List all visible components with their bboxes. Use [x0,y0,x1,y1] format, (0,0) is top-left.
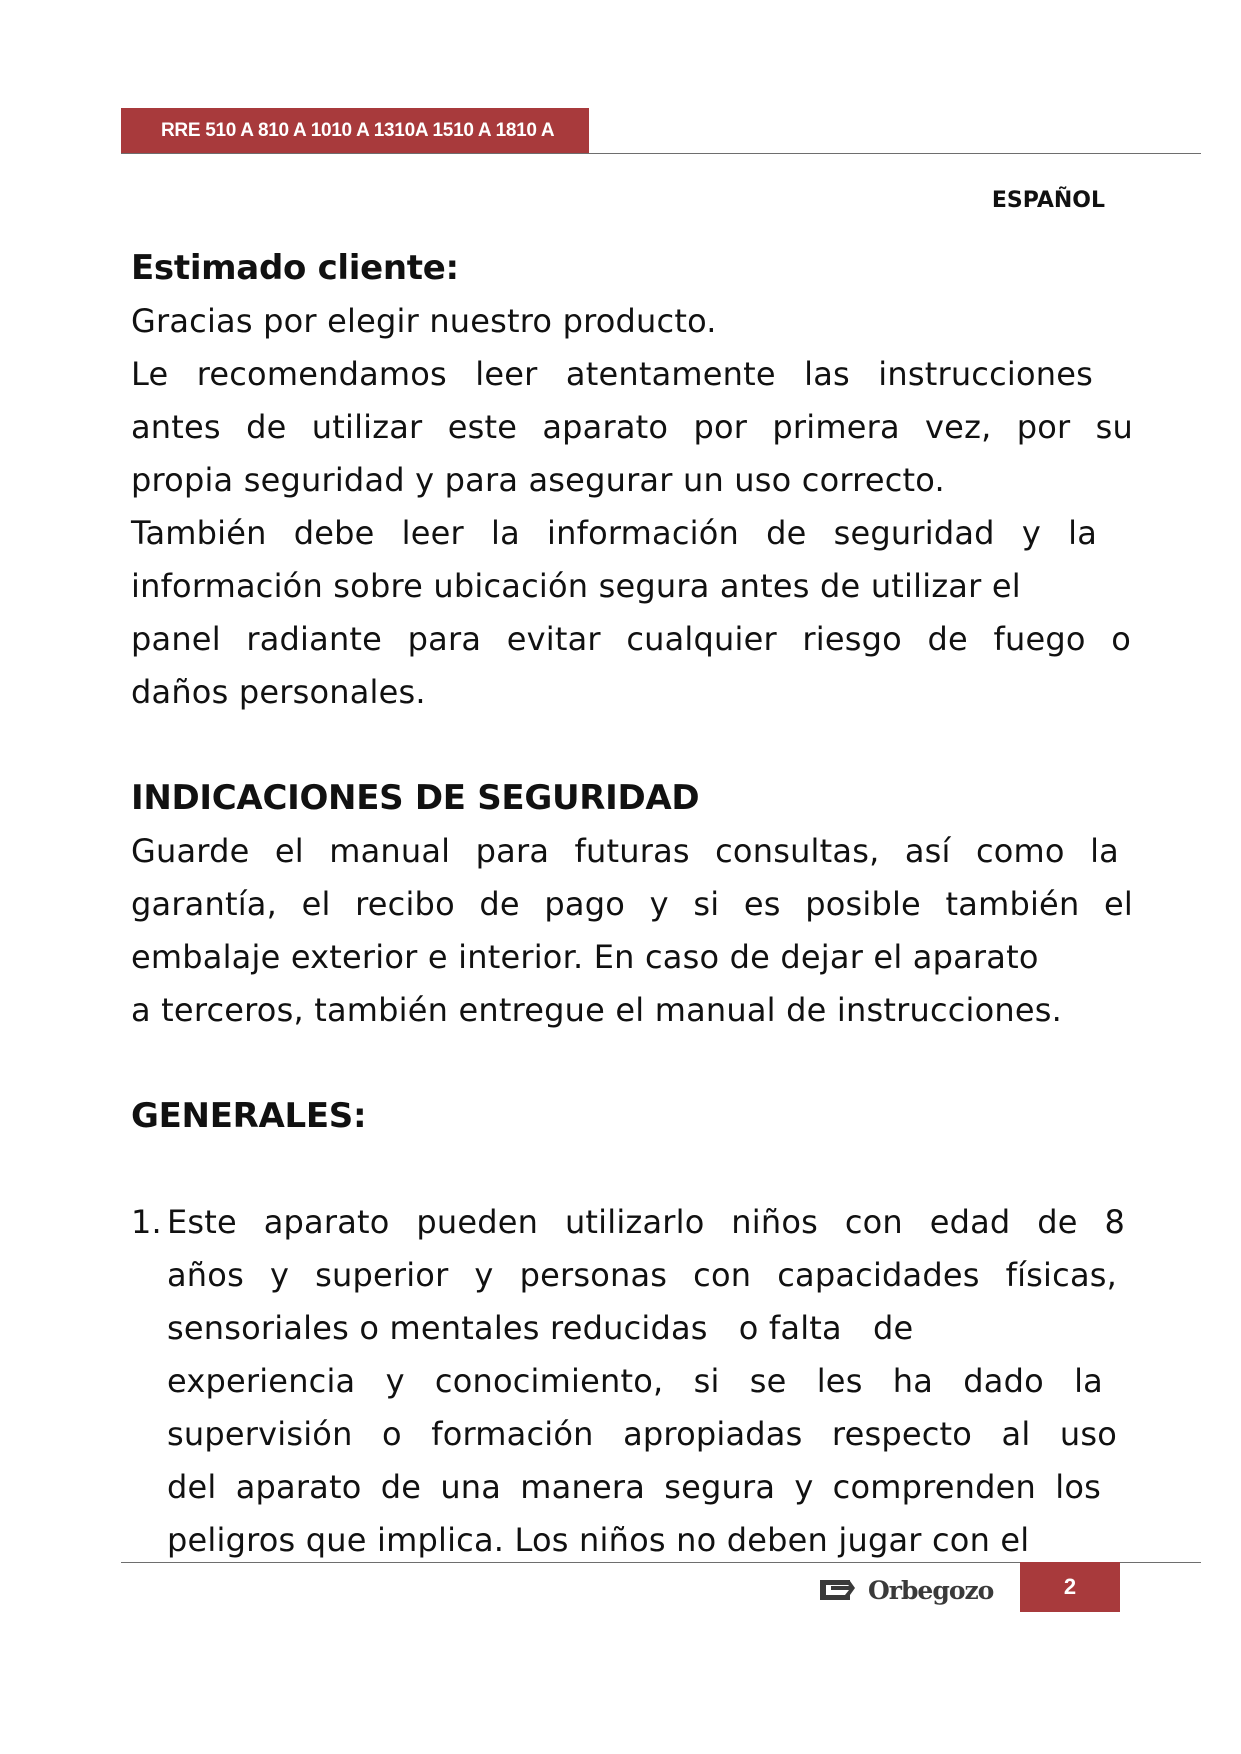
list-item-line: Este aparato pueden utilizarlo niños con edad de 8 [167,1203,1125,1241]
safety-line: Guarde el manual para futuras consultas, así como la [131,832,1119,870]
intro-line: daños personales. [131,673,426,711]
page-number: 2 [1063,1574,1077,1599]
list-item-line: experiencia y conocimiento, si se les ha dado la [167,1362,1103,1400]
list-item-line: peligros que implica. Los niños no deben jugar con el [167,1521,1030,1559]
language-label: ESPAÑOL [991,188,1105,213]
intro-line: Le recomendamos leer atentamente las instrucciones [131,355,1093,393]
intro-line: propia seguridad y para asegurar un uso correcto. [131,461,945,499]
general-heading: GENERALES: [131,1096,367,1136]
svg-text:Orbegozo: Orbegozo [868,1576,994,1605]
intro-line: antes de utilizar este aparato por primera vez, por su [131,408,1133,446]
section-spacer [131,719,1141,772]
intro-line: También debe leer la información de seguridad y la [131,514,1097,552]
list-item-line: del aparato de una manera segura y comprenden los [167,1468,1101,1506]
page-content [131,242,1141,1567]
list-item-line: sensoriales o mentales reducidas o falta de [167,1309,914,1347]
orbegozo-logo [818,1572,1008,1608]
list-item [131,1196,1141,1567]
intro-line: información sobre ubicación segura antes de utilizar el [131,567,1021,605]
safety-line: garantía, el recibo de pago y si es posible también el [131,885,1133,923]
list-item-body [167,1196,1141,1567]
list-item-line: supervisión o formación apropiadas respecto al uso [167,1415,1117,1453]
model-line: RRE 510 A 810 A 1010 A 1310A 1510 A 1810 A [161,120,555,141]
section-spacer [131,1143,1141,1196]
safety-line: embalaje exterior e interior. En caso de dejar el aparato [131,938,1039,976]
list-item-line: años y superior y personas con capacidades físicas, [167,1256,1117,1294]
page-number-badge [1020,1562,1120,1612]
greeting-heading: Estimado cliente: [131,248,459,288]
list-item-number: 1. [131,1203,162,1241]
safety-heading: INDICACIONES DE SEGURIDAD [131,778,700,818]
section-spacer [131,1037,1141,1090]
safety-line: a terceros, también entregue el manual de instrucciones. [131,991,1063,1029]
intro-line: Gracias por elegir nuestro producto. [131,302,717,340]
header-divider [121,153,1201,154]
intro-line: panel radiante para evitar cualquier riesgo de fuego o [131,620,1131,658]
model-header-tab [121,108,589,154]
